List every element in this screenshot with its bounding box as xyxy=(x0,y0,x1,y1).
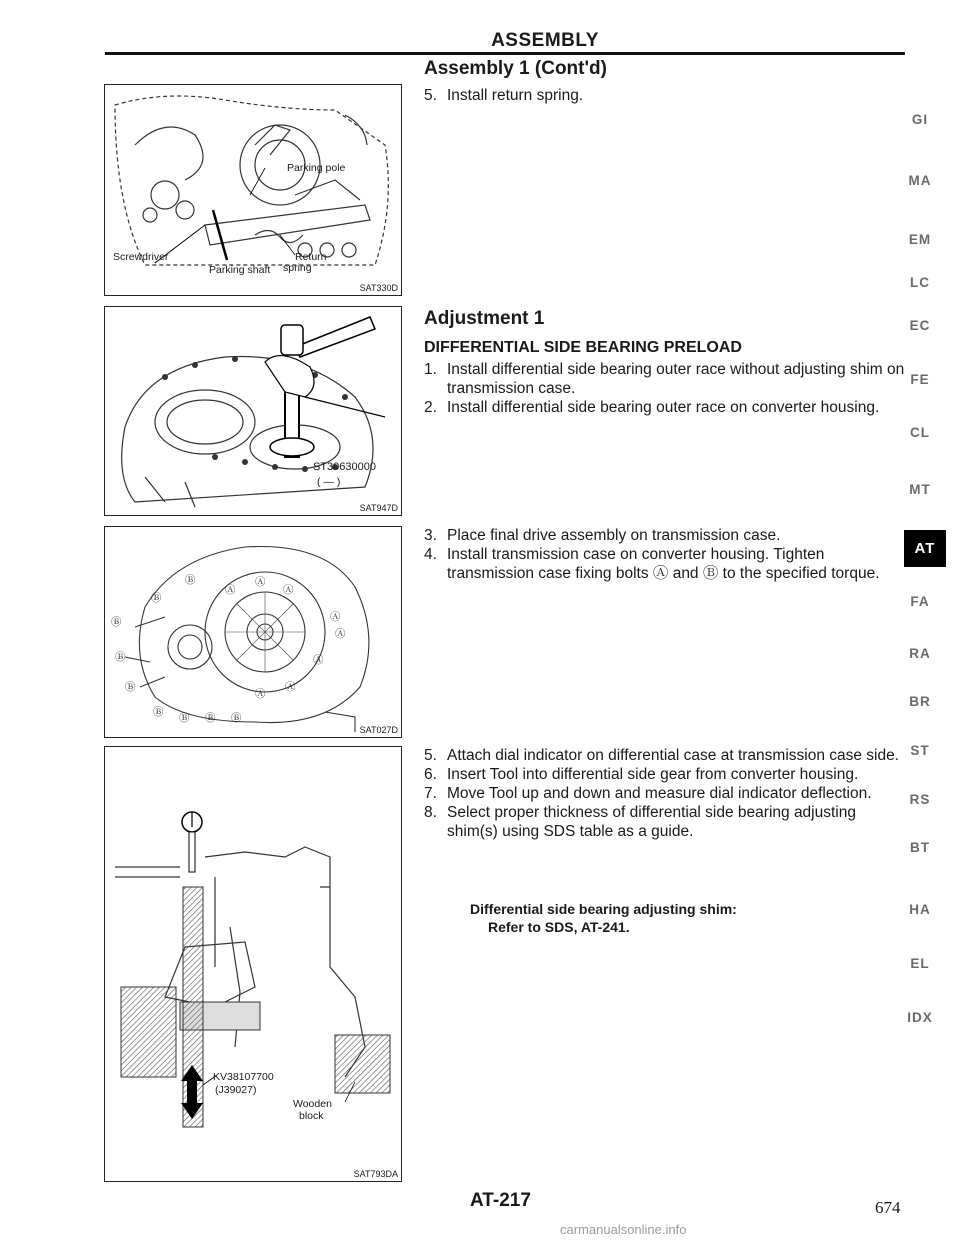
bolt-label-b: Ⓑ xyxy=(205,712,216,724)
section-tab-mt[interactable]: MT xyxy=(909,482,931,497)
assembly-steps xyxy=(424,86,904,105)
figure-return-spring xyxy=(104,84,402,296)
label-return: Return xyxy=(295,251,327,263)
bolt-label-a: Ⓐ xyxy=(225,584,236,596)
figure-outer-race-drawing xyxy=(105,307,401,515)
bolt-label-a: Ⓐ xyxy=(255,688,266,700)
section-tab-ec[interactable]: EC xyxy=(909,318,931,333)
figure-code: SAT027D xyxy=(359,725,398,735)
label-screwdriver: Screwdriver xyxy=(113,251,169,263)
bolt-label-b: Ⓑ xyxy=(153,706,164,718)
label-tool-number: ST30630000 xyxy=(313,461,376,473)
step-row xyxy=(424,86,904,105)
step-text: Move Tool up and down and measure dial indicator deflection. xyxy=(447,785,872,802)
step-number: 7. xyxy=(424,785,437,802)
page-label: AT-217 xyxy=(470,1190,531,1211)
bolt-label-b: Ⓑ xyxy=(151,592,162,604)
shim-note-line1: Differential side bearing adjusting shim: xyxy=(470,901,737,917)
step-text: Install return spring. xyxy=(447,87,584,104)
bolt-label-b: Ⓑ xyxy=(111,616,122,628)
watermark: carmanualsonline.info xyxy=(560,1222,687,1237)
section-title-adjustment: Adjustment 1 xyxy=(424,308,545,329)
label-parking-shaft: Parking shaft xyxy=(209,264,271,276)
label-parking-pole: Parking pole xyxy=(287,162,346,174)
bolt-label-b: Ⓑ xyxy=(231,712,242,724)
figure-dial-indicator xyxy=(104,746,402,1182)
label-block: block xyxy=(299,1110,324,1122)
step-text: Install differential side bearing outer race without adjusting shim on transmission case. xyxy=(447,361,905,397)
header-rule xyxy=(105,52,905,55)
section-tab-gi[interactable]: GI xyxy=(911,112,929,127)
step-row xyxy=(424,765,906,784)
label-tool-number: KV38107700 xyxy=(213,1071,274,1083)
section-tab-rs[interactable]: RS xyxy=(909,792,931,807)
bolt-label-a: Ⓐ xyxy=(335,628,346,640)
section-tab-el[interactable]: EL xyxy=(910,956,930,971)
step-row xyxy=(424,360,906,398)
step-text: Install differential side bearing outer race on converter housing. xyxy=(447,399,880,416)
step-row xyxy=(424,398,906,417)
step-number: 8. xyxy=(424,804,437,821)
bolt-label-a: Ⓐ xyxy=(255,576,266,588)
subsection-title-preload: DIFFERENTIAL SIDE BEARING PRELOAD xyxy=(424,339,742,356)
section-tab-ra[interactable]: RA xyxy=(909,646,931,661)
bolt-label-a: Ⓐ xyxy=(313,654,324,666)
step-text: Place final drive assembly on transmission case. xyxy=(447,527,781,544)
section-tab-bt[interactable]: BT xyxy=(910,840,930,855)
label-tool-alt: ( — ) xyxy=(317,476,341,488)
shim-note-line2: Refer to SDS, AT-241. xyxy=(488,919,630,935)
step-row xyxy=(424,545,906,583)
step-number: 4. xyxy=(424,546,437,563)
step-row xyxy=(424,803,906,841)
section-tab-at-active[interactable]: AT xyxy=(904,530,946,567)
step-text: Attach dial indicator on differential case at transmission case side. xyxy=(447,747,900,764)
step-row xyxy=(424,784,906,803)
bolt-label-b: Ⓑ xyxy=(185,574,196,586)
figure-code: SAT330D xyxy=(359,283,398,293)
step-number: 3. xyxy=(424,527,437,544)
section-tab-lc[interactable]: LC xyxy=(910,275,930,290)
label-spring: spring xyxy=(283,262,312,274)
figure-dial-indicator-drawing xyxy=(105,747,401,1181)
figure-install-outer-race xyxy=(104,306,402,516)
bolt-label-a: Ⓐ xyxy=(330,611,341,623)
section-title-assembly-contd: Assembly 1 (Cont'd) xyxy=(424,58,607,79)
section-tab-fe[interactable]: FE xyxy=(910,372,930,387)
bolt-label-b: Ⓑ xyxy=(125,681,136,693)
bolt-label-b: Ⓑ xyxy=(179,712,190,724)
section-tab-ha[interactable]: HA xyxy=(909,902,931,917)
figure-code: SAT793DA xyxy=(353,1169,398,1179)
step-number: 5. xyxy=(424,87,437,104)
section-tab-br[interactable]: BR xyxy=(909,694,931,709)
section-tab-cl[interactable]: CL xyxy=(910,425,930,440)
bolt-label-b: Ⓑ xyxy=(115,651,126,663)
step-row xyxy=(424,526,906,545)
step-number: 5. xyxy=(424,747,437,764)
step-number: 6. xyxy=(424,766,437,783)
section-tab-idx[interactable]: IDX xyxy=(907,1010,933,1025)
section-tab-fa[interactable]: FA xyxy=(910,594,930,609)
label-tool-alt: (J39027) xyxy=(215,1084,257,1096)
adjustment-steps-b xyxy=(424,526,906,583)
adjustment-steps-a xyxy=(424,360,906,417)
figure-case-bolts xyxy=(104,526,402,738)
adjustment-steps-c xyxy=(424,746,906,841)
page-header-title: ASSEMBLY xyxy=(491,30,599,51)
figure-code: SAT947D xyxy=(359,503,398,513)
bolt-label-a: Ⓐ xyxy=(283,584,294,596)
step-number: 2. xyxy=(424,399,437,416)
section-tab-st[interactable]: ST xyxy=(910,743,930,758)
label-wooden: Wooden xyxy=(293,1098,332,1110)
step-number: 1. xyxy=(424,361,437,378)
bolt-label-a: Ⓐ xyxy=(285,681,296,693)
page-number: 674 xyxy=(875,1198,901,1217)
figure-case-bolts-drawing xyxy=(105,527,401,737)
section-tab-em[interactable]: EM xyxy=(908,232,932,247)
step-text: Select proper thickness of differential side bearing adjusting shim(s) using SDS table as a guide. xyxy=(447,804,856,840)
step-text: Insert Tool into differential side gear from converter housing. xyxy=(447,766,859,783)
section-tab-ma[interactable]: MA xyxy=(908,173,932,188)
step-row xyxy=(424,746,906,765)
step-text: Install transmission case on converter housing. Tighten transmission case fixing bolts Ⓐ and Ⓑ to the specified torque. xyxy=(447,546,880,582)
